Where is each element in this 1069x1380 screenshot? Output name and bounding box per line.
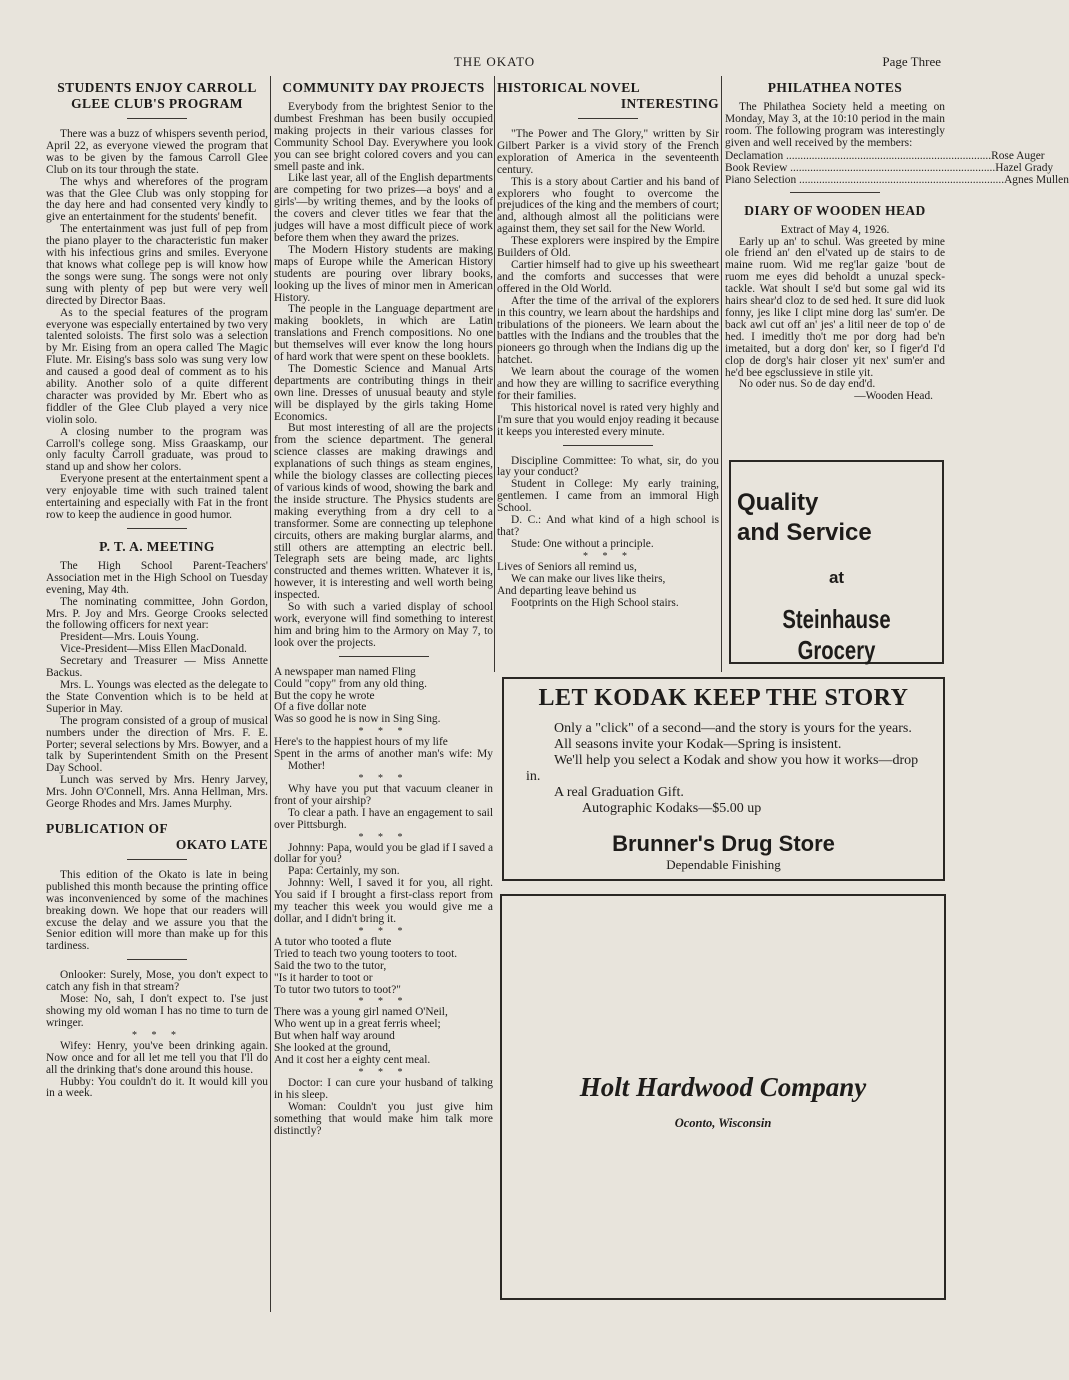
signature: —Wooden Head. [854, 390, 933, 403]
joke-line: Why have you put that vacuum cleaner in front of your airship? [274, 782, 493, 807]
headline-line: INTERESTING [620, 96, 719, 111]
list-item: Secretary and Treasurer — Miss Annette Backus. [46, 655, 268, 680]
paragraph: There was a buzz of whispers seventh period, April 22, as everyone viewed the program that was to be given by the famous Carroll Glee Club on its tour through the state. [46, 128, 268, 176]
joke-line: D. C.: And what kind of a high school is that? [497, 514, 719, 538]
masthead [0, 54, 989, 72]
ad-line: Autographic Kodaks—$5.00 up [582, 801, 762, 816]
verse-line: Was so good he is now in Sing Sing. [274, 713, 441, 726]
ad-line: Only a "click" of a second—and the story is yours for the years. [554, 721, 912, 736]
list-item: President—Mrs. Louis Young. [60, 631, 199, 644]
joke-line: Onlooker: Surely, Mose, you don't expect to catch any fish in that stream? [46, 969, 268, 994]
paragraph: So with such a varied display of school work, everyone will find something to interest him and bring him to the Armory on May 7, to look over the projects. [274, 601, 493, 649]
verses-column-2 [274, 667, 493, 1138]
paragraph: The nominating committee, John Gordon, Mrs. P. Joy and Mrs. George Crooks selected the following officers for next year: [46, 595, 268, 632]
joke-line: To clear a path. I have an engagement to sail over Pittsburgh. [274, 806, 493, 831]
ad-store-name: Steinhause Grocery [782, 604, 891, 665]
paragraph: The Domestic Science and Manual Arts departments are contributing things in their own line. Dresses of unusual beauty and style will be displayed by the girls taking Home Economics. [274, 362, 493, 423]
jokes-column-1 [46, 970, 268, 1100]
ad-line: We'll help you select a Kodak and show you how it works—drop in. [526, 753, 919, 784]
ad-location: Oconto, Wisconsin [674, 1116, 772, 1130]
verse-line: A newspaper man named Fling [274, 665, 416, 678]
column-rule [494, 76, 495, 672]
separator-stars: * * * [358, 925, 409, 937]
column-1 [46, 78, 268, 1328]
verse-line: But when half way around [274, 1030, 395, 1043]
headline: PHILATHEA NOTES [767, 80, 903, 95]
paragraph: The people in the Language department are making booklets, in which are Latin translations and French compositions. No one but themselves will ever know the long hours of hard work that were spent on these booklets. [274, 303, 493, 364]
headline: DIARY OF WOODEN HEAD [744, 202, 926, 218]
verse-line: To tutor two tutors to toot?" [274, 983, 401, 996]
paragraph: The High School Parent-Teachers' Association met in the High School on Tuesday evening, May 4th. [46, 559, 268, 596]
ad-headline: LET KODAK KEEP THE STORY [538, 685, 909, 711]
verse-line: A tutor who tooted a flute [274, 935, 392, 948]
article-publication [46, 821, 268, 953]
headline [497, 96, 719, 112]
verse-line: Footprints on the High School stairs. [511, 596, 679, 609]
ad-line: A real Graduation Gift. [554, 785, 684, 800]
joke-line: Student in College: My early training, gentlemen. I came from an immoral High School. [497, 478, 719, 515]
paragraph: This edition of the Okato is late in being published this month because the printing office was inconvenienced by some of the machines breaking down. We hope that our readers will excuse the delay and we assure you that the Senior edition will more than make up for this tardiness. [46, 868, 268, 953]
paragraph: Cartier himself had to give up his sweetheart and the comforts and successes that were offered in the Old World. [497, 258, 719, 295]
article-diary [725, 203, 945, 404]
paragraph: As to the special features of the program everyone was especially entertained by two very talented soloists. The first solo was a selection by Mr. Eising from an opera called The Magic Flute. Mr. Eising's bass solo was sung very low and caused a good deal of comment as to his ability. Another solo of a quite different character was provided by Mr. Ebert who as fiddler of the Glee Club played a very nice violin solo. [46, 306, 268, 426]
separator-stars: * * * [358, 726, 409, 738]
program-item-title: Book Review [725, 161, 788, 174]
headline-line: STUDENTS ENJOY CARROLL [57, 80, 257, 95]
verse-line: Who went up in a great ferris wheel; [274, 1018, 441, 1031]
separator-stars: * * * [132, 1029, 182, 1041]
paragraph: We learn about the courage of the women and how they are willing to sacrifice everything for their families. [497, 366, 719, 402]
ad-line: Quality [737, 489, 819, 516]
ad-tagline: Dependable Finishing [666, 857, 781, 872]
dateline: Extract of May 4, 1926. [780, 223, 890, 236]
joke-line: Johnny: Well, I saved it for you, all right. You said if I brought a first-class report from my teacher this week you would give me a dollar, and I didn't bring it. [274, 877, 493, 925]
joke-line: Woman: Couldn't you just give him something that would make him talk more distinctly? [274, 1100, 493, 1137]
separator-stars: * * * [358, 1066, 409, 1078]
separator-stars: * * * [583, 550, 633, 562]
column-rule [721, 76, 722, 672]
headline-line: HISTORICAL NOVEL [497, 80, 641, 95]
divider [578, 118, 638, 119]
paragraph: Everyone present at the entertainment spent a very enjoyable time with such trained talent entertaining and especially with Fat in the front row to keep the audience in good humor. [46, 473, 268, 521]
ad-headline [737, 488, 872, 548]
verse-line: Lives of Seniors all remind us, [497, 560, 637, 573]
article-pta [46, 539, 268, 811]
program-item-performer: Agnes Mullen [1004, 173, 1069, 186]
verse-line: Said the two to the tutor, [274, 959, 387, 972]
program-item-performer: Hazel Grady [995, 161, 1054, 174]
ad-company-name: Holt Hardwood Company [579, 1072, 867, 1102]
verse-line: Tried to teach two young tooters to toot. [274, 947, 458, 960]
headline-line: GLEE CLUB'S PROGRAM [71, 96, 243, 111]
paragraph: Early up an' to schul. Was greeted by mine ole friend an' den el'vated up de stairs to de maine ruom. Wid me reg'lar gaize 'bout de ruom me eyes did beholdt a unuzal speck-tackle. Wat shoult I se'd but some gal wid its hairs shear'd cloz to de sed hed. It sure did luok fonny, jes like I clipt mine dorg las' sum'er. De back awl cut off an' jes' a litil neer de top o' de hed. I imeditly tho't me por dorg had be'n imetaited, but a dorg don' ker, so I figer'd I'd clop de dorg's hair closer yit nex' sum'er and he'd bee egsclussieve in stile yit. [725, 235, 945, 379]
verse-line: Here's to the happiest hours of my life [274, 736, 448, 749]
verse-line: There was a young girl named O'Neil, [274, 1006, 448, 1019]
divider [127, 959, 187, 960]
list-item: Vice-President—Miss Ellen MacDonald. [60, 643, 247, 656]
paragraph: The program consisted of a group of musical numbers under the direction of Mrs. F. E. Porter; several selections by Mrs. Bowyer, and a talk by Superintendent Smith on the Present Day School. [46, 714, 268, 775]
separator-stars: * * * [358, 831, 409, 843]
paragraph: A closing number to the program was Carroll's college song. Miss Graaskamp, our only faculty Carroll graduate, was proud to stand up and show her colors. [46, 425, 268, 474]
paragraph: Like last year, all of the English departments are competing for two prizes—a boys' and a girls'—by writing themes, and by the looks of the covers and clever titles we fear that the judges will have a most difficult piece of work before them when they award the prizes. [274, 172, 493, 244]
column-3 [497, 78, 719, 666]
program-item: Declamation ........................................................................ Rose Auger [725, 149, 1045, 162]
program-item-performer: Rose Auger [991, 149, 1045, 162]
headline-line: PUBLICATION OF [46, 820, 168, 836]
joke-line: Doctor: I can cure your husband of talking in his sleep. [274, 1076, 493, 1101]
article-glee-club [46, 80, 268, 522]
program-item: Piano Selection ........................................................................ Agnes Mullen [725, 173, 1069, 186]
verse-line: And it cost her a eighty cent meal. [274, 1054, 431, 1067]
divider [339, 656, 429, 657]
paragraph: "The Power and The Glory," written by Sir Gilbert Parker is a vivid story of the French exploration of America in the seventeenth century. [497, 128, 719, 176]
headline [497, 80, 719, 96]
ad-line: and Service [737, 519, 872, 546]
separator-stars: * * * [358, 772, 409, 784]
column-4 [725, 78, 1069, 450]
program-item: Book Review ........................................................................ Hazel Grady [725, 161, 1054, 174]
ad-line: All seasons invite your Kodak—Spring is insistent. [554, 737, 842, 752]
headline [46, 80, 268, 112]
verse-line: Of a five dollar note [274, 701, 367, 714]
ad-steinhause-grocery [729, 460, 944, 664]
paragraph: Lunch was served by Mrs. Henry Jarvey, Mrs. John O'Connell, Mrs. Anna Hellman, Mrs. George Rhodes and Mrs. James Murphy. [46, 774, 268, 811]
ad-body [526, 721, 926, 817]
separator-stars: * * * [358, 996, 409, 1008]
paragraph: But most interesting of all are the projects from the science department. The general science classes are making drawings and explanations of such things as steam engines, while the biology classes are collecting pieces of various kinds of wood, showing the bark and the inside structure. The Physics students are making everything from a dry cell to a transformer. Some are connecting up telephone circuits, others are making burglar alarms, and still others are attempting an electric bell. Telegraph sets are being made, arc lights constructed and themes written. Whatever it is, however, it is interesting and well worth being inspected. [274, 422, 493, 602]
paragraph: The entertainment was just full of pep from the piano player to the characteristic fun maker with his infectious grins and smiles. Everyone that knows what college pep is will know how the songs were sung. The songs were not only sung with plenty of pep but were very well directed by Director Baas. [46, 223, 268, 307]
paragraph: No oder nus. So de day end'd. [739, 378, 876, 391]
paragraph: The whys and wherefores of the program was that the Glee Club was only stopping for the day here and had consented very kindly to give an entertainment for the students' benefit. [46, 175, 268, 224]
divider [127, 118, 187, 119]
headline: P. T. A. MEETING [99, 538, 215, 554]
divider [790, 192, 880, 193]
verse-line: "Is it harder to toot or [274, 971, 373, 984]
headline-line: OKATO LATE [175, 836, 268, 852]
verse-line: And departing leave behind us [497, 584, 637, 597]
paragraph: Everybody from the brightest Senior to the dumbest Freshman has been busily occupied making projects in their various classes for Community School Day. Everywhere you look you can see bright colored covers and you can smell paste and ink. [274, 101, 493, 173]
paragraph: Mrs. L. Youngs was elected as the delegate to the State Convention which is to be held at Superior in May. [46, 678, 268, 715]
joke-line: Papa: Certainly, my son. [288, 865, 400, 878]
headline [46, 837, 268, 853]
paragraph: These explorers were inspired by the Empire Builders of Old. [497, 235, 719, 260]
article-historical-novel [497, 80, 719, 439]
divider [127, 859, 187, 860]
paragraph: This is a story about Cartier and his band of explorers who fought to overcome the prejudices of the king and the members of court; and, although almost all the politicians were against them, they set sail for the New World. [497, 175, 719, 236]
joke-line: Johnny: Papa, would you be glad if I saved a dollar for you? [274, 841, 493, 866]
paper-title: THE OKATO [453, 54, 536, 69]
headline [46, 821, 268, 837]
column-rule [270, 76, 271, 1312]
headline: COMMUNITY DAY PROJECTS [282, 80, 485, 95]
joke-line: Mose: No, sah, I don't expect to. I'se just showing my old woman I has no time to turn de wringer. [46, 993, 268, 1029]
program-item-title: Declamation [725, 149, 784, 162]
paragraph: The Philathea Society held a meeting on Monday, May 3, at the 10:10 period in the main room. The following program was interestingly given and well received by the members: [725, 101, 945, 149]
ad-at: at [828, 568, 845, 587]
divider [127, 528, 187, 529]
paragraph: This historical novel is rated very highly and I'm sure that you would enjoy reading it because it keeps you interested every minute. [497, 401, 719, 438]
verse-line: Could "copy" from any old thing. [274, 677, 427, 690]
paragraph: The Modern History students are making maps of Europe while the American History students are pouring over library books, looking up the lives of minor men in American History. [274, 243, 493, 304]
verse-line: She looked at the ground, [274, 1042, 391, 1055]
verse-line: Spent in the arms of another man's wife: My Mother! [274, 748, 493, 773]
joke-line: Discipline Committee: To what, sir, do you lay your conduct? [497, 454, 719, 479]
ad-holt-hardwood [500, 894, 946, 1300]
divider [563, 445, 653, 446]
verse-line: We can make our lives like theirs, [511, 572, 666, 585]
joke-line: Stude: One without a principle. [511, 537, 654, 550]
article-community-day [274, 80, 493, 650]
column-2 [274, 78, 493, 1328]
paragraph: After the time of the arrival of the explorers in this country, we learn about the hardships and tribulations of the pioneers. We learn about the battles with the Indians and the troubles that the pioneers go through when the Indians dig up the hatchet. [497, 294, 719, 367]
jokes-column-3 [497, 456, 719, 610]
verse-line: But the copy he wrote [274, 689, 375, 702]
article-philathea [725, 80, 1069, 186]
joke-line: Wifey: Henry, you've been drinking again. Now once and for all let me tell you that I'll do all the drinking that's done around this house. [46, 1039, 268, 1076]
ad-kodak [502, 677, 945, 881]
ad-store-name: Brunner's Drug Store [612, 831, 835, 856]
joke-line: Hubby: You couldn't do it. It would kill you in a week. [46, 1075, 268, 1100]
program-item-title: Piano Selection [725, 173, 797, 186]
page-number: Page Three [882, 54, 941, 69]
